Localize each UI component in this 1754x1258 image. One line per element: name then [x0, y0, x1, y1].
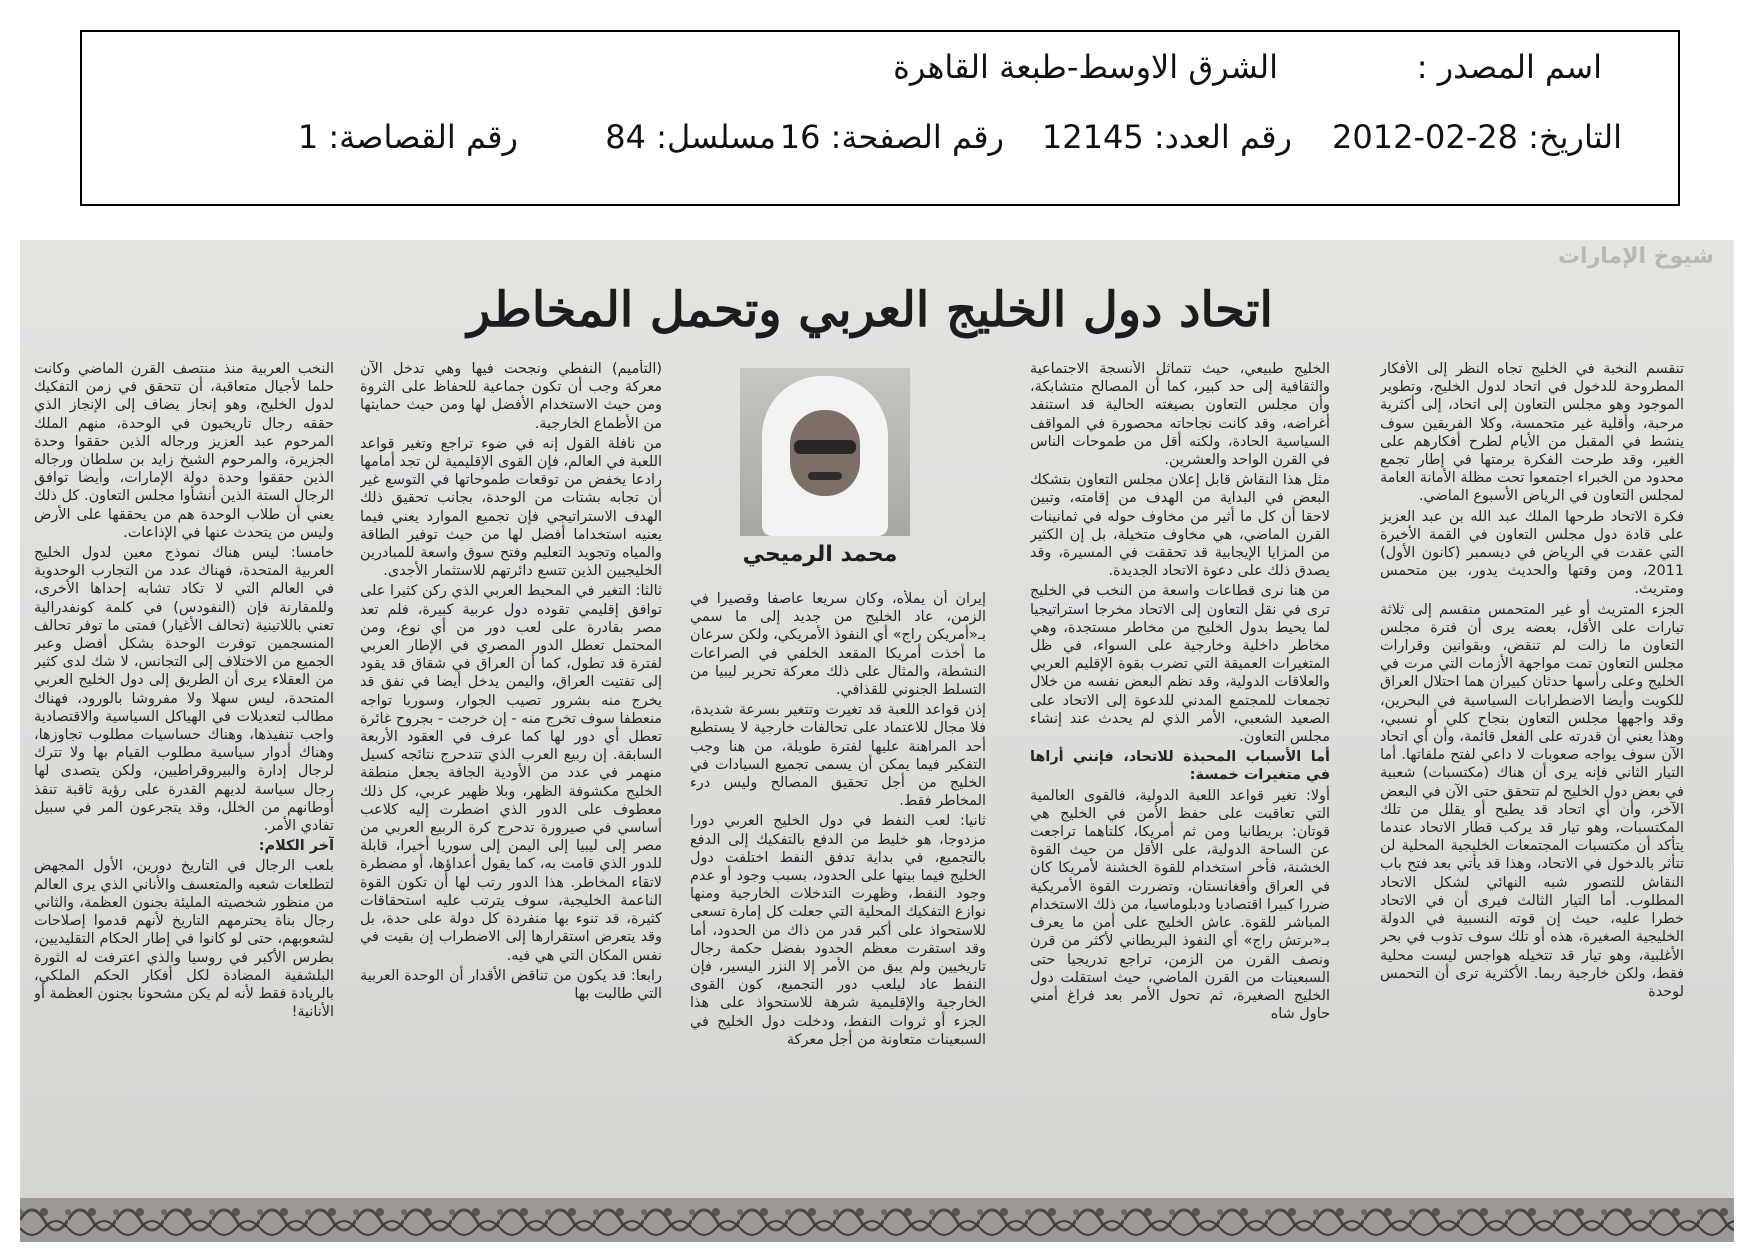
- faded-corner-text: شيوخ الإمارات: [1557, 244, 1714, 269]
- issue-number: رقم العدد: 12145: [1041, 118, 1292, 156]
- decorative-ornament-band: [20, 1198, 1734, 1242]
- article-column-2: [1030, 360, 1330, 1170]
- column-paragraph: (التأميم) النفطي ونجحت فيها وهي تدخل الآن معركة وجب أن تكون جماعية للحفاظ على الثروة ومن حيث الاستخدام الأفضل لها ومن حيث حمايتها من الأطماع الخارجية.: [360, 361, 662, 432]
- column-paragraph: خامسا: ليس هناك نموذج معين لدول الخليج العربية المتحدة، فهناك عدد من التجارب الوحدوية في العالم التي لا تكاد تشابه إحداها الأخرى، وللمقارنة فإن (النفودس) في كلمة كونفدرالية تعني باللاتينية (تحالف الأغيار) فمتى ما توفر تحالف المنسجمين توفرت الوحدة بشكل أفضل وعبر الجميع من الاختلاف إلى التجانس، لا شك لدى كثير من العقلاء يرى أن الطريق إلى دول الخليج العربي المتحدة، ليس سهلا ولا مفروشا بالورود، فهناك مطالب لتعديلات في الهياكل السياسية والاقتصادية واجب تنفيذها، وهناك حساسيات مطلوب تجاوزها، وهناك أدوار سياسية مطلوب القيام بها ولا تترك لرجال إدارة والبيروقراطيين، ولكن يتصدى لها رجال سياسة لديهم القدرة على رؤية ثاقبة تنقذ أوطانهم من الخلل، وقد يتجرعون المر في سبيل تفادي الأمر.: [34, 545, 334, 835]
- article-column-5: [34, 360, 334, 1170]
- column-paragraph: ثالثا: التغير في المحيط العربي الذي ركن كثيرا على توافق إقليمي تقوده دول عربية كبيرة، فلم تعد مصر بقادرة على لعب دور من أي نوع، ومن المحتمل تعطل الدور المصري في الإطار العربي لفترة قد تطول، كما أن العراق في شقاق قد يقود إلى تفتيت العراق، واليمن يدخل أيضا في نفق قد يخرج منه بشرور تصيب الجوار، وسوريا تواجه منعطفا سوف تخرج منه - إن خرجت - بجروح غائرة تعطل أي دور لها كما عرف في العقود الأربعة السابقة. إن ربيع العرب الذي تتدحرج نتائجه كسيل منهمر في عدد من الأودية الجافة يجعل منطقة الخليج مكشوفة الظهر، وبلا ظهير عربي، كل ذلك معطوف على الدور الذي اضطرت إليه كلاعب أساسي في صيرورة تدحرج كرة الربيع العربي من مصر إلى ليبيا إلى اليمن إلى سوريا أخيرا، قابلة للدور الذي قامت به، كما يقول أعداؤها، أو مضطرة لاتقاء المخاطر. هذا الدور رتب لها أن تكون القوة الناعمة الخليجية، سوف يترتب عليه استحقاقات كثيرة، قد تنوء بها منفردة كل دولة على حدة، بل وقد يتعرض استقرارها إلى الاضطراب إن بقيت في نفس المكان التي هي فيه.: [360, 583, 662, 964]
- column-paragraph: مثل هذا النقاش قابل إعلان مجلس التعاون بتشكك البعض في البداية من الهدف من إقامته، وتبين لاحقا أن كل ما أثير من مخاوف حوله في ثمانينات القرن الماضي، هي مخاوف متخيلة، بل إن الكثير من المزايا الإيجابية قد تحققت في المسيرة، وقد يصدق ذلك على دعوة الاتحاد الجديدة.: [1030, 472, 1330, 580]
- newspaper-clipping: [20, 240, 1734, 1242]
- page-number: رقم الصفحة: 16: [779, 118, 1004, 156]
- column-paragraph: فكرة الاتحاد طرحها الملك عبد الله بن عبد العزيز على قادة دول مجلس التعاون في القمة الأخيرة التي عقدت في الرياض في ديسمبر (كانون الأول) 2011، ومن وقتها والحديث يدور، بين متحمس ومتريث.: [1380, 508, 1684, 598]
- article-column-1: [1380, 360, 1684, 1170]
- serial-number: مسلسل: 84: [605, 118, 776, 156]
- column-paragraph: تنقسم النخبة في الخليج تجاه النظر إلى الأفكار المطروحة للدخول في اتحاد لدول الخليج، وتطوير الموجود وهو مجلس التعاون إلى اتحاد، إلى أكثرية مرحبة، وأقلية غير متحمسة، وكلا الفريقين سوف ينشط في المقبل من الأيام لطرح أفكارهم على الغير، وقد طرحت الفكرة برمتها في إطار تجمع محدود من الخبراء اجتمعوا تحت مظلة الأمانة العامة لمجلس التعاون في الرياض الأسبوع الماضي.: [1380, 361, 1684, 505]
- column-paragraph: النخب العربية منذ منتصف القرن الماضي وكانت حلما لأجيال متعاقبة، أن تتحقق في زمن التفكيك لدول الخليج، وهو إنجاز يضاف إلى الإنجاز الذي حققه رجال تاريخيون في الوحدة، منهم الملك المرحوم عبد العزيز ورجاله الذين حققوا وحدة الجزيرة، والمرحوم الشيخ زايد بن سلطان ورجاله الذين حققوا وحدة دولة الإمارات، وأيضا توافق الرجال الستة الذين أنشأوا مجلس التعاون. كل ذلك يعني أن طلاب الوحدة هم من يحققها على الأرض وليس من يتحدث عنها في الإذاعات.: [34, 361, 334, 541]
- article-column-3: [690, 590, 986, 1170]
- column-paragraph: من هنا نرى قطاعات واسعة من النخب في الخليج ترى في نقل التعاون إلى الاتحاد مخرجا استراتيجيا لما يحيط بدول الخليج من مخاطر مستجدة، وهي مخاطر داخلية وخارجية على السواء، في ظل المتغيرات العميقة التي تضرب بقوة الإقليم العربي والعلاقات الدولية، وقد نظم البعض نفسه من خلال تجمعات للمجتمع المدني للدعوة إلى الاتحاد على الصعيد الشعبي، الأمر الذي لم يحدث عند إنشاء مجلس التعاون.: [1030, 583, 1330, 746]
- author-photo: [740, 368, 910, 536]
- source-label: اسم المصدر :: [1416, 48, 1602, 86]
- column-paragraph: أولا: تغير قواعد اللعبة الدولية، فالقوى العالمية التي تعاقبت على حفظ الأمن في الخليج هي قوتان: بريطانيا ومن ثم أمريكا، كلتاهما تراجعت عن الساحة الدولية، على الأقل من حيث القوة الخشنة، فأخر استخدام للقوة الخشنة لأمريكا كان في العراق وأفغانستان، وتضررت القوة الأمريكية ضررا كبيرا اقتصاديا ودبلوماسيا، من ذلك الاستخدام المباشر للقوة. عاش الخليج على أمن ما يعرف بـ«برتش راج» أي النفوذ البريطاني لأكثر من قرن ونصف القرن من الزمن، تراجع تدريجيا حتى السبعينات من القرن الماضي، حيث استقلت دول الخليج الصغيرة، ثم تحول الأمر بعد فراغ أمني حاول شاه: [1030, 787, 1330, 1023]
- date-field: التاريخ: 28-02-2012: [1332, 118, 1622, 156]
- column-paragraph: أما الأسباب المحبذة للاتحاد، فإنني أراها في متغيرات خمسة:: [1030, 749, 1330, 784]
- clip-number: رقم القصاصة: 1: [297, 118, 518, 156]
- column-paragraph: من نافلة القول إنه في ضوء تراجع وتغير قواعد اللعبة في العالم، فإن القوى الإقليمية لن تجد أمامها رادعا يخفض من توقعات طموحاتها في التوسع غير أن تجابه بشتات من الوحدة، بجانب تحقيق ذلك الهدف الاستراتيجي فإن تجميع الموارد يعني فيما يعنيه استخداما أفضل لها من حيث توفير الطاقة والمياه وتجويد التعليم وفتح سوق واسعة للمبادرين الخليجيين الذين تتسع دائرتهم للاستثمار الأجدى.: [360, 435, 662, 580]
- author-byline: محمد الرميحي: [742, 542, 898, 567]
- source-value: الشرق الاوسط-طبعة القاهرة: [893, 48, 1278, 86]
- column-paragraph: رابعا: قد يكون من تناقض الأقدار أن الوحدة العربية التي طالبت بها: [360, 967, 662, 1002]
- clipping-info-box: [80, 30, 1680, 206]
- column-paragraph: الجزء المتريث أو غير المتحمس منقسم إلى ثلاثة تيارات على الأقل، بعضه يرى أن فترة مجلس التعاون ما زالت لم تنقض، وبقوانين وقرارات مجلس التعاون تمت مواجهة الأزمات التي مرت في الخليج وعلى رأسها حدثان كبيران هما احتلال العراق للكويت وأيضا الاضطرابات السياسية في البحرين، وقد واجهها مجلس التعاون بنجاح كلي أو نسبي، وهذا يعني أن قدرته على الفعل قائمة، وأن أي اتحاد الآن سوف يواجه صعوبات لا داعي لفتح ملفاتها. أما التيار الثاني فإنه يرى أن هناك (مكتسبات) شعبية في بعض دول الخليج لم تتحقق حتى الآن في البعض الآخر، وأن أي اتحاد قد يطيح أو يقلل من تلك المكتسبات، وهو تيار قد يركب قطار الاتحاد عندما يتأكد أن مكتسبات المجتمعات الخليجية المحلية لن تتأثر بالدخول في الاتحاد، وهذا قد يأتي بعد فتح باب النقاش للتصور شبه النهائي لشكل الاتحاد المطلوب. أما التيار الثالث فيرى أن في الاتحاد خطرا عليه، حيث إن قوته النسبية في الدولة الخليجية الصغيرة، هذه أو تلك سوف تذوب في بحر الأغلبية، وهو تيار قد تتخيله هواجس ليست محلية فقط، ولكن خارجية ربما. الأكثرية ترى أن التحمس لوحدة: [1380, 601, 1684, 1000]
- column-paragraph: إذن قواعد اللعبة قد تغيرت وتتغير بسرعة شديدة، فلا مجال للاعتماد على تحالفات خارجية لا يستطيع أحد المراهنة عليها لفترة طويلة، من هنا وجب التفكير فيما يمكن أن يسمى تجميع السيادات في الخليج من أجل تحقيق المصالح وليس درء المخاطر فقط.: [690, 702, 986, 810]
- column-paragraph: ثانيا: لعب النفط في دول الخليج العربي دورا مزدوجا، هو خليط من الدفع بالتفكيك إلى الدفع بالتجميع، في بداية تدفق النفط اختلفت دول الخليج فيما بينها على الحدود، بسبب وجود أو عدم وجود النفط، وظهرت التدخلات الخارجية ومنها نوازع التفكيك المحلية التي جعلت كل إمارة تسعى للاستحواذ على أكبر قدر من ذاك من الحدود، أما وقد استقرت معظم الحدود بفضل حكمة رجال تاريخيين ولم يبق من الأمر إلا النزر اليسير، فإن النفط عاد ليلعب دور التجميع، كون القوى الخارجية والإقليمية شرهة للاستحواذ على هذا الجزء أو ثروات النفط، ودخلت دول الخليج في السبعينات متعاونة من أجل معركة: [690, 813, 986, 1048]
- column-paragraph: الخليج طبيعي، حيث تتماثل الأنسجة الاجتماعية والثقافية إلى حد كبير، كما أن المصالح متشابكة، وأن مجلس التعاون بصيغته الحالية قد استنفد أغراضه، وقد كانت نجاحاته محصورة في المواقف السياسية الحادة، ولكنه أقل من طموحات الناس في القرن الواحد والعشرين.: [1030, 361, 1330, 469]
- article-headline: اتحاد دول الخليج العربي وتحمل المخاطر: [467, 282, 1273, 338]
- column-paragraph: بلعب الرجال في التاريخ دورين، الأول المجهض لتطلعات شعبه والمتعسف والأناني الذي يرى العالم من منظور شخصيته المليئة بجنون العظمة، والثاني رجال بناة يحترمهم التاريخ لأنهم قدموا إصلاحات لشعوبهم، حتى لو كانوا في إطار الحكام التقليديين، بطرس الأكبر في روسيا والذي اعترفت له الثورة البلشفية المضادة لكل أفكار الحكم الملكي، بالريادة فقط لأنه لم يكن مشحونا بجنون العظمة أو الأنانية!: [34, 858, 334, 1021]
- column-paragraph: آخر الكلام:: [258, 838, 334, 855]
- article-column-4: [360, 360, 662, 1170]
- column-paragraph: إيران أن يملأه، وكان سريعا عاصفا وقصيرا في الزمن، عاد الخليج من جديد إلى ما سمي بـ«أمريكن راج» أي النفوذ الأمريكي، ولكن سرعان ما أخذت أمريكا المقعد الخلفي في الصراعات النشطة، والمثال على ذلك معركة تحرير ليبيا من التسلط الجنوني للقذافي.: [690, 591, 986, 699]
